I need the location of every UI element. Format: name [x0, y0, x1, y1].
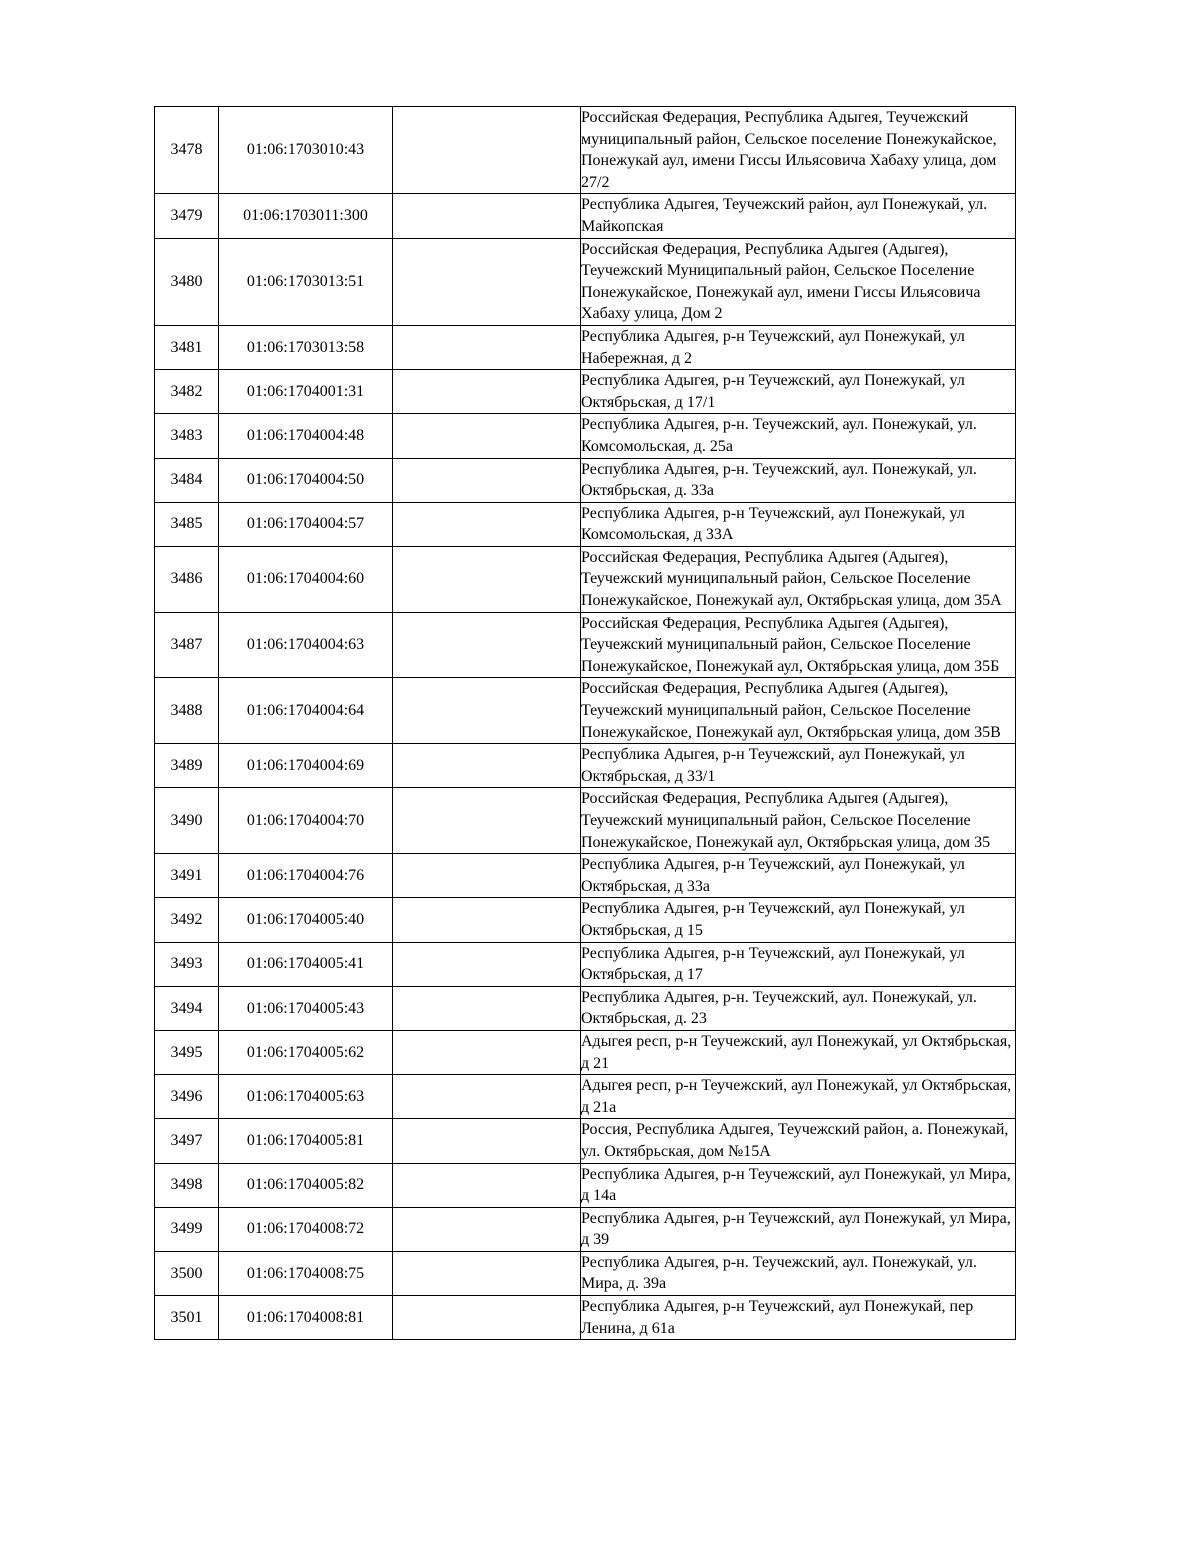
row-number-cell: 3498 [155, 1163, 219, 1207]
empty-cell [393, 1119, 581, 1163]
row-number-cell: 3490 [155, 788, 219, 854]
empty-cell [393, 107, 581, 194]
cadastral-number-cell: 01:06:1703013:58 [219, 325, 393, 369]
table-row [155, 458, 1016, 502]
address-cell: Республика Адыгея, р-н Теучежский, аул Понежукай, ул Октябрьская, д 17/1 [581, 370, 1016, 414]
cadastral-number-cell: 01:06:1704008:75 [219, 1251, 393, 1295]
address-cell: Республика Адыгея, р-н Теучежский, аул Понежукай, пер Ленина, д 61а [581, 1296, 1016, 1340]
empty-cell [393, 1163, 581, 1207]
registry-table-body [155, 107, 1016, 1340]
address-cell: Адыгея респ, р-н Теучежский, аул Понежукай, ул Октябрьская, д 21а [581, 1075, 1016, 1119]
cadastral-number-cell: 01:06:1704005:43 [219, 986, 393, 1030]
cadastral-number-cell: 01:06:1704004:57 [219, 502, 393, 546]
address-cell: Российская Федерация, Республика Адыгея (Адыгея), Теучежский Муниципальный район, Сельское Поселение Понежукайское, Понежукай аул, имени Гиссы Ильясовича Хабаху улица, Дом 2 [581, 238, 1016, 325]
address-cell: Республика Адыгея, Теучежский район, аул Понежукай, ул. Майкопская [581, 194, 1016, 238]
cadastral-number-cell: 01:06:1704008:72 [219, 1207, 393, 1251]
empty-cell [393, 546, 581, 612]
cadastral-number-cell: 01:06:1704004:48 [219, 414, 393, 458]
empty-cell [393, 1075, 581, 1119]
row-number-cell: 3491 [155, 854, 219, 898]
document-page [154, 106, 1016, 1340]
address-cell: Республика Адыгея, р-н. Теучежский, аул. Понежукай, ул. Мира, д. 39а [581, 1251, 1016, 1295]
address-cell: Республика Адыгея, р-н Теучежский, аул Понежукай, ул Октябрьская, д 33/1 [581, 744, 1016, 788]
row-number-cell: 3488 [155, 678, 219, 744]
address-cell: Россия, Республика Адыгея, Теучежский район, а. Понежукай, ул. Октябрьская, дом №15А [581, 1119, 1016, 1163]
row-number-cell: 3484 [155, 458, 219, 502]
row-number-cell: 3494 [155, 986, 219, 1030]
row-number-cell: 3487 [155, 612, 219, 678]
empty-cell [393, 1030, 581, 1074]
table-row [155, 1163, 1016, 1207]
row-number-cell: 3479 [155, 194, 219, 238]
address-cell: Российская Федерация, Республика Адыгея (Адыгея), Теучежский муниципальный район, Сельское Поселение Понежукайское, Понежукай аул, Октябрьская улица, дом 35А [581, 546, 1016, 612]
table-row [155, 502, 1016, 546]
table-row [155, 1030, 1016, 1074]
cadastral-number-cell: 01:06:1704005:40 [219, 898, 393, 942]
cadastral-number-cell: 01:06:1703010:43 [219, 107, 393, 194]
address-cell: Республика Адыгея, р-н Теучежский, аул Понежукай, ул Октябрьская, д 17 [581, 942, 1016, 986]
table-row [155, 107, 1016, 194]
cadastral-number-cell: 01:06:1704004:76 [219, 854, 393, 898]
row-number-cell: 3480 [155, 238, 219, 325]
row-number-cell: 3483 [155, 414, 219, 458]
address-cell: Республика Адыгея, р-н Теучежский, аул Понежукай, ул Набережная, д 2 [581, 325, 1016, 369]
table-row [155, 898, 1016, 942]
cadastral-number-cell: 01:06:1704004:50 [219, 458, 393, 502]
table-row [155, 238, 1016, 325]
empty-cell [393, 458, 581, 502]
table-row [155, 370, 1016, 414]
cadastral-number-cell: 01:06:1704004:64 [219, 678, 393, 744]
table-row [155, 194, 1016, 238]
table-row [155, 325, 1016, 369]
cadastral-number-cell: 01:06:1703013:51 [219, 238, 393, 325]
empty-cell [393, 678, 581, 744]
table-row [155, 678, 1016, 744]
empty-cell [393, 502, 581, 546]
address-cell: Республика Адыгея, р-н Теучежский, аул Понежукай, ул Октябрьская, д 33а [581, 854, 1016, 898]
row-number-cell: 3492 [155, 898, 219, 942]
cadastral-number-cell: 01:06:1704008:81 [219, 1296, 393, 1340]
empty-cell [393, 1251, 581, 1295]
table-row [155, 942, 1016, 986]
empty-cell [393, 612, 581, 678]
row-number-cell: 3485 [155, 502, 219, 546]
address-cell: Республика Адыгея, р-н. Теучежский, аул. Понежукай, ул. Октябрьская, д. 23 [581, 986, 1016, 1030]
row-number-cell: 3497 [155, 1119, 219, 1163]
empty-cell [393, 1207, 581, 1251]
address-cell: Республика Адыгея, р-н Теучежский, аул Понежукай, ул Комсомольская, д 33А [581, 502, 1016, 546]
table-row [155, 788, 1016, 854]
registry-table [154, 106, 1016, 1340]
table-row [155, 986, 1016, 1030]
table-row [155, 612, 1016, 678]
table-row [155, 744, 1016, 788]
row-number-cell: 3496 [155, 1075, 219, 1119]
empty-cell [393, 854, 581, 898]
empty-cell [393, 942, 581, 986]
row-number-cell: 3482 [155, 370, 219, 414]
table-row [155, 1296, 1016, 1340]
row-number-cell: 3478 [155, 107, 219, 194]
address-cell: Республика Адыгея, р-н Теучежский, аул Понежукай, ул Мира, д 39 [581, 1207, 1016, 1251]
empty-cell [393, 898, 581, 942]
cadastral-number-cell: 01:06:1703011:300 [219, 194, 393, 238]
row-number-cell: 3499 [155, 1207, 219, 1251]
row-number-cell: 3500 [155, 1251, 219, 1295]
table-row [155, 414, 1016, 458]
row-number-cell: 3486 [155, 546, 219, 612]
empty-cell [393, 744, 581, 788]
empty-cell [393, 325, 581, 369]
empty-cell [393, 788, 581, 854]
address-cell: Республика Адыгея, р-н Теучежский, аул Понежукай, ул Октябрьская, д 15 [581, 898, 1016, 942]
address-cell: Республика Адыгея, р-н Теучежский, аул Понежукай, ул Мира, д 14а [581, 1163, 1016, 1207]
table-row [155, 1119, 1016, 1163]
cadastral-number-cell: 01:06:1704005:41 [219, 942, 393, 986]
cadastral-number-cell: 01:06:1704004:63 [219, 612, 393, 678]
cadastral-number-cell: 01:06:1704004:70 [219, 788, 393, 854]
row-number-cell: 3495 [155, 1030, 219, 1074]
row-number-cell: 3481 [155, 325, 219, 369]
cadastral-number-cell: 01:06:1704004:60 [219, 546, 393, 612]
empty-cell [393, 370, 581, 414]
cadastral-number-cell: 01:06:1704005:82 [219, 1163, 393, 1207]
table-row [155, 546, 1016, 612]
row-number-cell: 3489 [155, 744, 219, 788]
table-row [155, 854, 1016, 898]
cadastral-number-cell: 01:06:1704005:63 [219, 1075, 393, 1119]
address-cell: Российская Федерация, Республика Адыгея (Адыгея), Теучежский муниципальный район, Сельское Поселение Понежукайское, Понежукай аул, Октябрьская улица, дом 35Б [581, 612, 1016, 678]
row-number-cell: 3501 [155, 1296, 219, 1340]
address-cell: Республика Адыгея, р-н. Теучежский, аул. Понежукай, ул. Октябрьская, д. 33а [581, 458, 1016, 502]
cadastral-number-cell: 01:06:1704001:31 [219, 370, 393, 414]
address-cell: Республика Адыгея, р-н. Теучежский, аул. Понежукай, ул. Комсомольская, д. 25а [581, 414, 1016, 458]
empty-cell [393, 414, 581, 458]
table-row [155, 1075, 1016, 1119]
empty-cell [393, 194, 581, 238]
empty-cell [393, 1296, 581, 1340]
address-cell: Российская Федерация, Республика Адыгея (Адыгея), Теучежский муниципальный район, Сельское Поселение Понежукайское, Понежукай аул, Октябрьская улица, дом 35В [581, 678, 1016, 744]
cadastral-number-cell: 01:06:1704004:69 [219, 744, 393, 788]
empty-cell [393, 238, 581, 325]
empty-cell [393, 986, 581, 1030]
cadastral-number-cell: 01:06:1704005:81 [219, 1119, 393, 1163]
table-row [155, 1207, 1016, 1251]
row-number-cell: 3493 [155, 942, 219, 986]
address-cell: Российская Федерация, Республика Адыгея (Адыгея), Теучежский муниципальный район, Сельское Поселение Понежукайское, Понежукай аул, Октябрьская улица, дом 35 [581, 788, 1016, 854]
cadastral-number-cell: 01:06:1704005:62 [219, 1030, 393, 1074]
address-cell: Адыгея респ, р-н Теучежский, аул Понежукай, ул Октябрьская, д 21 [581, 1030, 1016, 1074]
table-row [155, 1251, 1016, 1295]
address-cell: Российская Федерация, Республика Адыгея, Теучежский муниципальный район, Сельское поселение Понежукайское, Понежукай аул, имени Гиссы Ильясовича Хабаху улица, дом 27/2 [581, 107, 1016, 194]
